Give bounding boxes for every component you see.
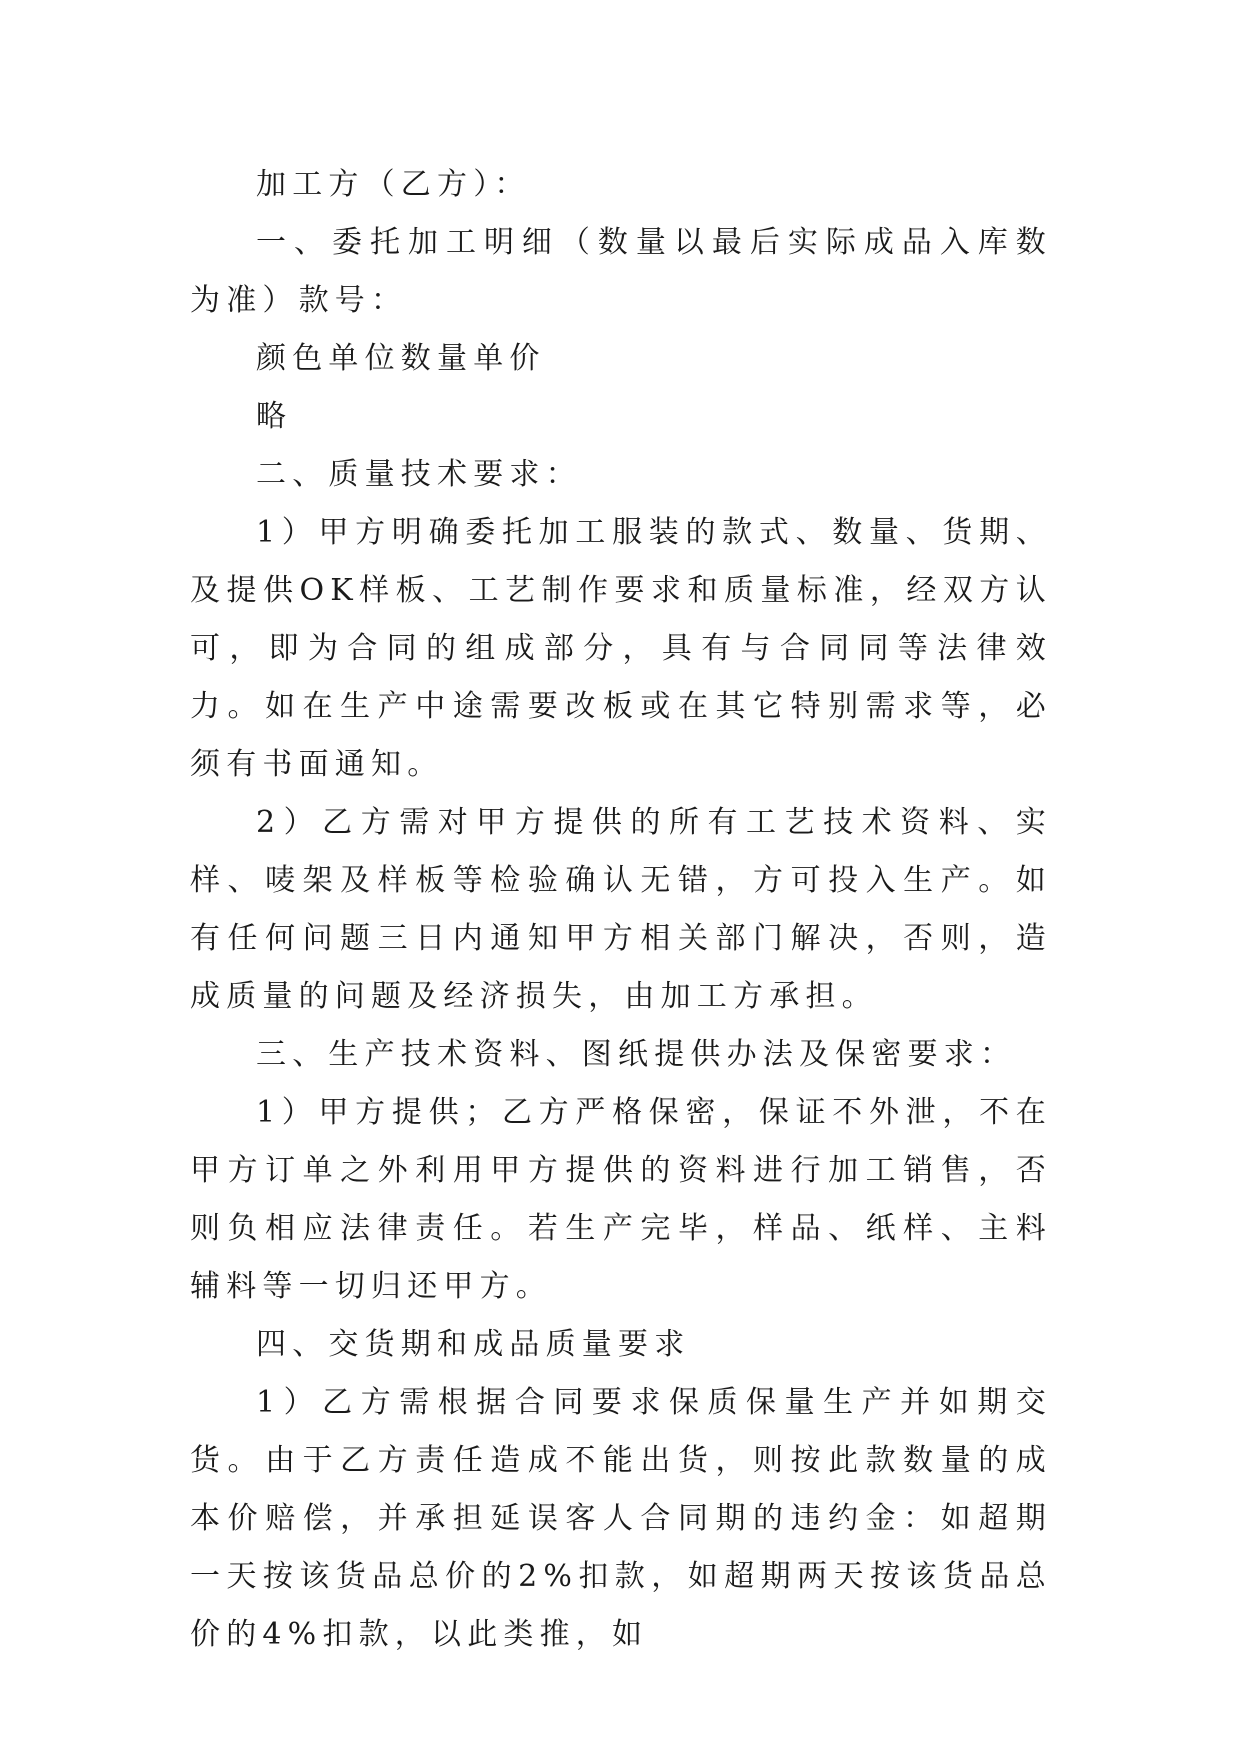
paragraph-table-columns: 颜色单位数量单价 <box>256 341 546 376</box>
paragraph-section-4-item-1: 1）乙方需根据合同要求保质保量生产并如期交货。由于乙方责任造成不能出货，则按此款数量的成本价赔偿，并承担延误客人合同期的违约金：如超期一天按该货品总价的2%扣款，如超期两天按该货品总价的4%扣款，以此类推，如 <box>190 1385 1052 1652</box>
paragraph-section-3-item-1: 1）甲方提供；乙方严格保密，保证不外泄，不在甲方订单之外利用甲方提供的资料进行加工销售，否则负相应法律责任。若生产完毕，样品、纸样、主料辅料等一切归还甲方。 <box>190 1095 1052 1304</box>
paragraph-section-2-item-1: 1）甲方明确委托加工服装的款式、数量、货期、及提供OK样板、工艺制作要求和质量标准，经双方认可，即为合同的组成部分，具有与合同同等法律效力。如在生产中途需要改板或在其它特别需求等，必须有书面通知。 <box>190 515 1052 782</box>
paragraph-processor-party: 加工方（乙方）： <box>256 167 531 202</box>
paragraph-section-2-item-2: 2）乙方需对甲方提供的所有工艺技术资料、实样、唛架及样板等检验确认无错，方可投入生产。如有任何问题三日内通知甲方相关部门解决，否则，造成质量的问题及经济损失，由加工方承担。 <box>190 805 1052 1014</box>
paragraph-omitted: 略 <box>256 399 293 434</box>
document-body <box>190 156 1052 1664</box>
paragraph-section-2-heading: 二、质量技术要求： <box>256 457 582 492</box>
paragraph-section-1-heading: 一、委托加工明细（数量以最后实际成品入库数为准）款号： <box>190 225 1052 318</box>
paragraph-section-4-heading: 四、交货期和成品质量要求 <box>256 1327 691 1362</box>
paragraph-section-3-heading: 三、生产技术资料、图纸提供办法及保密要求： <box>256 1037 1017 1072</box>
